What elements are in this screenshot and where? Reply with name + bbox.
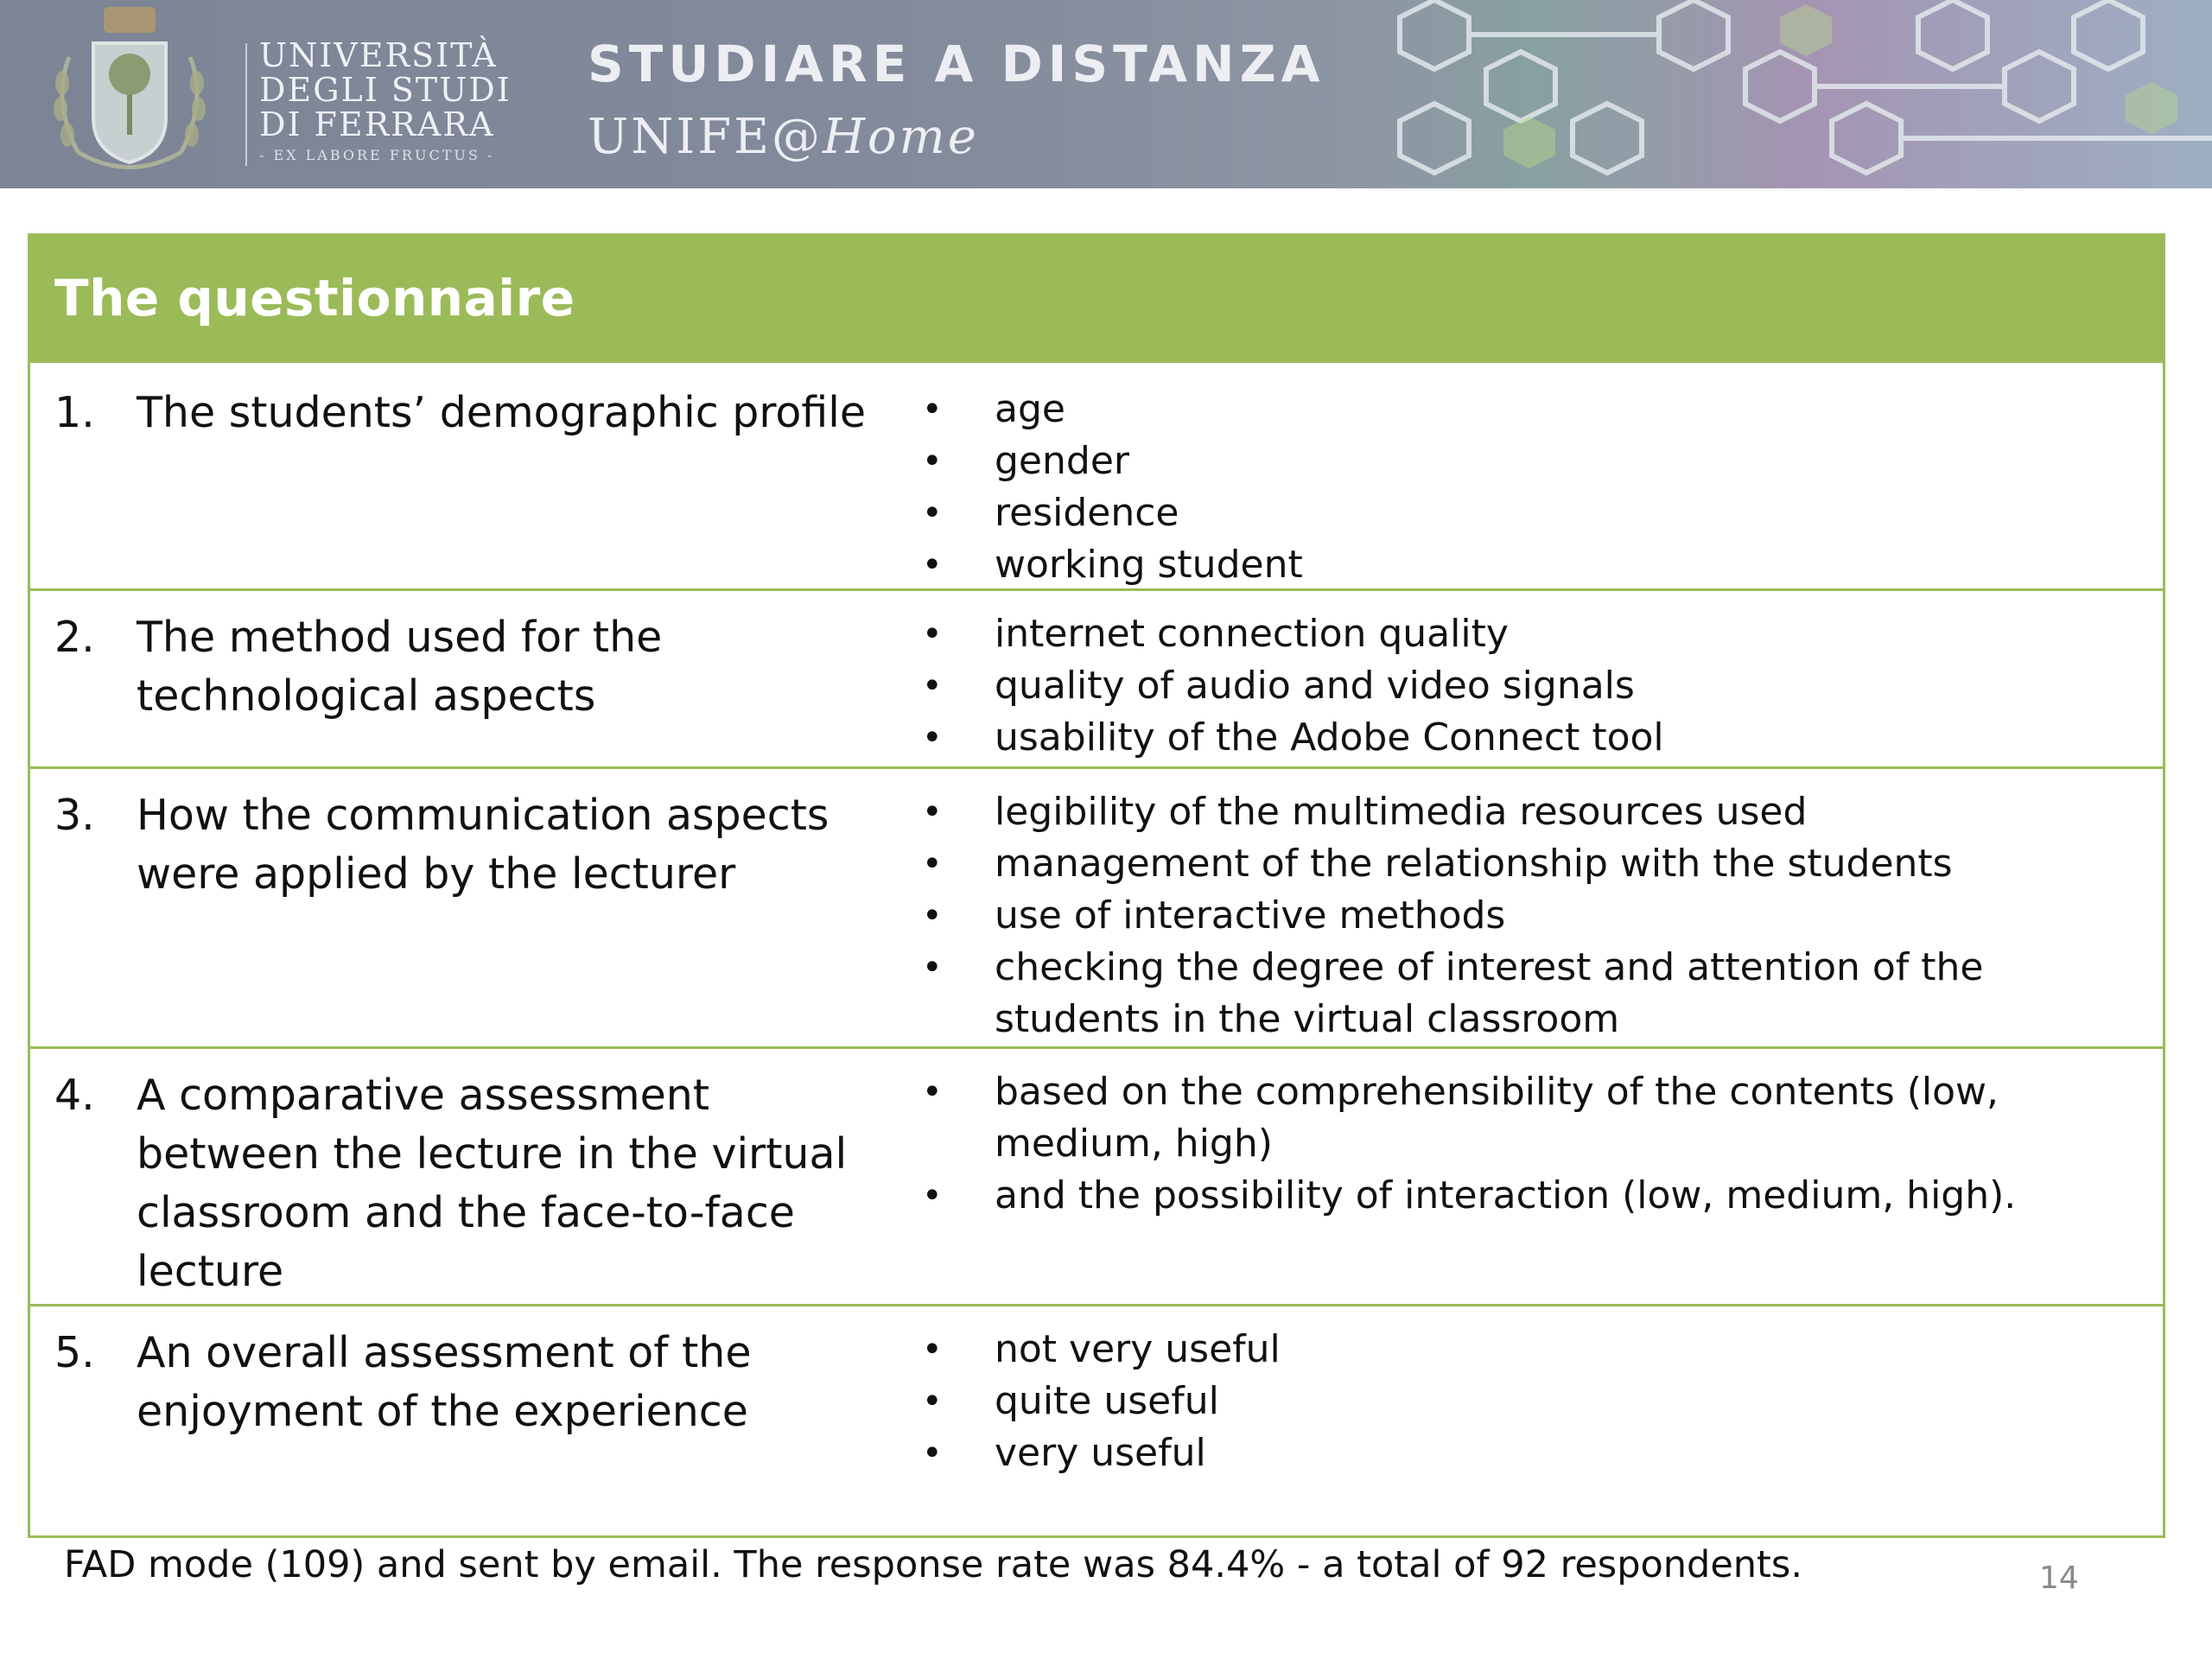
row-topic: [30, 1066, 884, 1304]
university-motto: - EX LABORE FRUCTUS -: [259, 147, 495, 163]
row-number: 5.: [54, 1328, 95, 1377]
list-item: • gender: [884, 435, 2145, 487]
list-item: • quality of audio and video signals: [884, 660, 2145, 712]
list-item: • checking the degree of interest and attention of the students in the virtual classroom: [884, 942, 2145, 1046]
row-title: How the communication aspects were applied by the lecturer: [137, 791, 830, 899]
row-items: [884, 608, 2163, 766]
row-items: [884, 1324, 2163, 1541]
hexagon-pattern-decoration: [1296, 0, 2212, 188]
row-number: 1.: [54, 388, 95, 437]
row-number: 4.: [54, 1071, 95, 1120]
table-row: [30, 1046, 2163, 1304]
list-item: • residence: [884, 487, 2145, 539]
row-title: A comparative assessment between the lecture in the virtual classroom and the face-to-face lecture: [137, 1071, 848, 1296]
list-item: • use of interactive methods: [884, 890, 2145, 942]
list-item: • internet connection quality: [884, 608, 2145, 660]
university-name-line-3: DI FERRARA: [259, 105, 495, 143]
list-item: • management of the relationship with the students: [884, 838, 2145, 890]
row-topic: [30, 1324, 884, 1541]
row-number: 3.: [54, 791, 95, 840]
list-item: • legibility of the multimedia resources used: [884, 786, 2145, 838]
list-item: • and the possibility of interaction (low, medium, high).: [884, 1170, 2145, 1222]
row-title: The method used for the technological aspects: [137, 613, 663, 721]
list-item: • age: [884, 384, 2145, 435]
row-title: An overall assessment of the enjoyment of the experience: [137, 1328, 752, 1436]
university-name-line-2: DEGLI STUDI: [259, 71, 512, 109]
row-topic: [30, 384, 884, 588]
university-crest-logo: [43, 5, 216, 185]
brand-subtitle-prefix: UNIFE@: [588, 109, 823, 165]
table-row: [30, 588, 2163, 766]
table-title: The questionnaire: [54, 269, 575, 327]
university-divider-line: [245, 43, 247, 166]
row-title: The students’ demographic profile: [137, 388, 867, 437]
table-row: [30, 766, 2163, 1046]
brand-subtitle-suffix: Home: [823, 109, 979, 165]
row-items: [884, 786, 2163, 1046]
list-item: • quite useful: [884, 1376, 2145, 1427]
list-item: • not very useful: [884, 1324, 2145, 1376]
list-item: • very useful: [884, 1427, 2145, 1479]
university-name: [259, 38, 518, 163]
row-items: [884, 1066, 2163, 1304]
brand-title: STUDIARE A DISTANZA: [588, 35, 1325, 93]
row-topic: [30, 608, 884, 766]
row-number: 2.: [54, 613, 95, 662]
university-name-line-1: UNIVERSITÀ: [259, 36, 498, 74]
list-item: • usability of the Adobe Connect tool: [884, 712, 2145, 764]
list-item: • working student: [884, 539, 2145, 591]
page-number: 14: [2039, 1560, 2079, 1596]
brand-subtitle: [588, 109, 979, 165]
row-items: [884, 384, 2163, 588]
questionnaire-table: [28, 233, 2165, 1538]
footer-note: FAD mode (109) and sent by email. The response rate was 84.4% - a total of 92 respondents.: [64, 1543, 1802, 1586]
table-row: [30, 1304, 2163, 1541]
list-item: • based on the comprehensibility of the contents (low, medium, high): [884, 1066, 2145, 1170]
header-banner: [0, 0, 2212, 188]
row-topic: [30, 786, 884, 1046]
table-row: [30, 360, 2163, 588]
table-header: [30, 236, 2163, 360]
